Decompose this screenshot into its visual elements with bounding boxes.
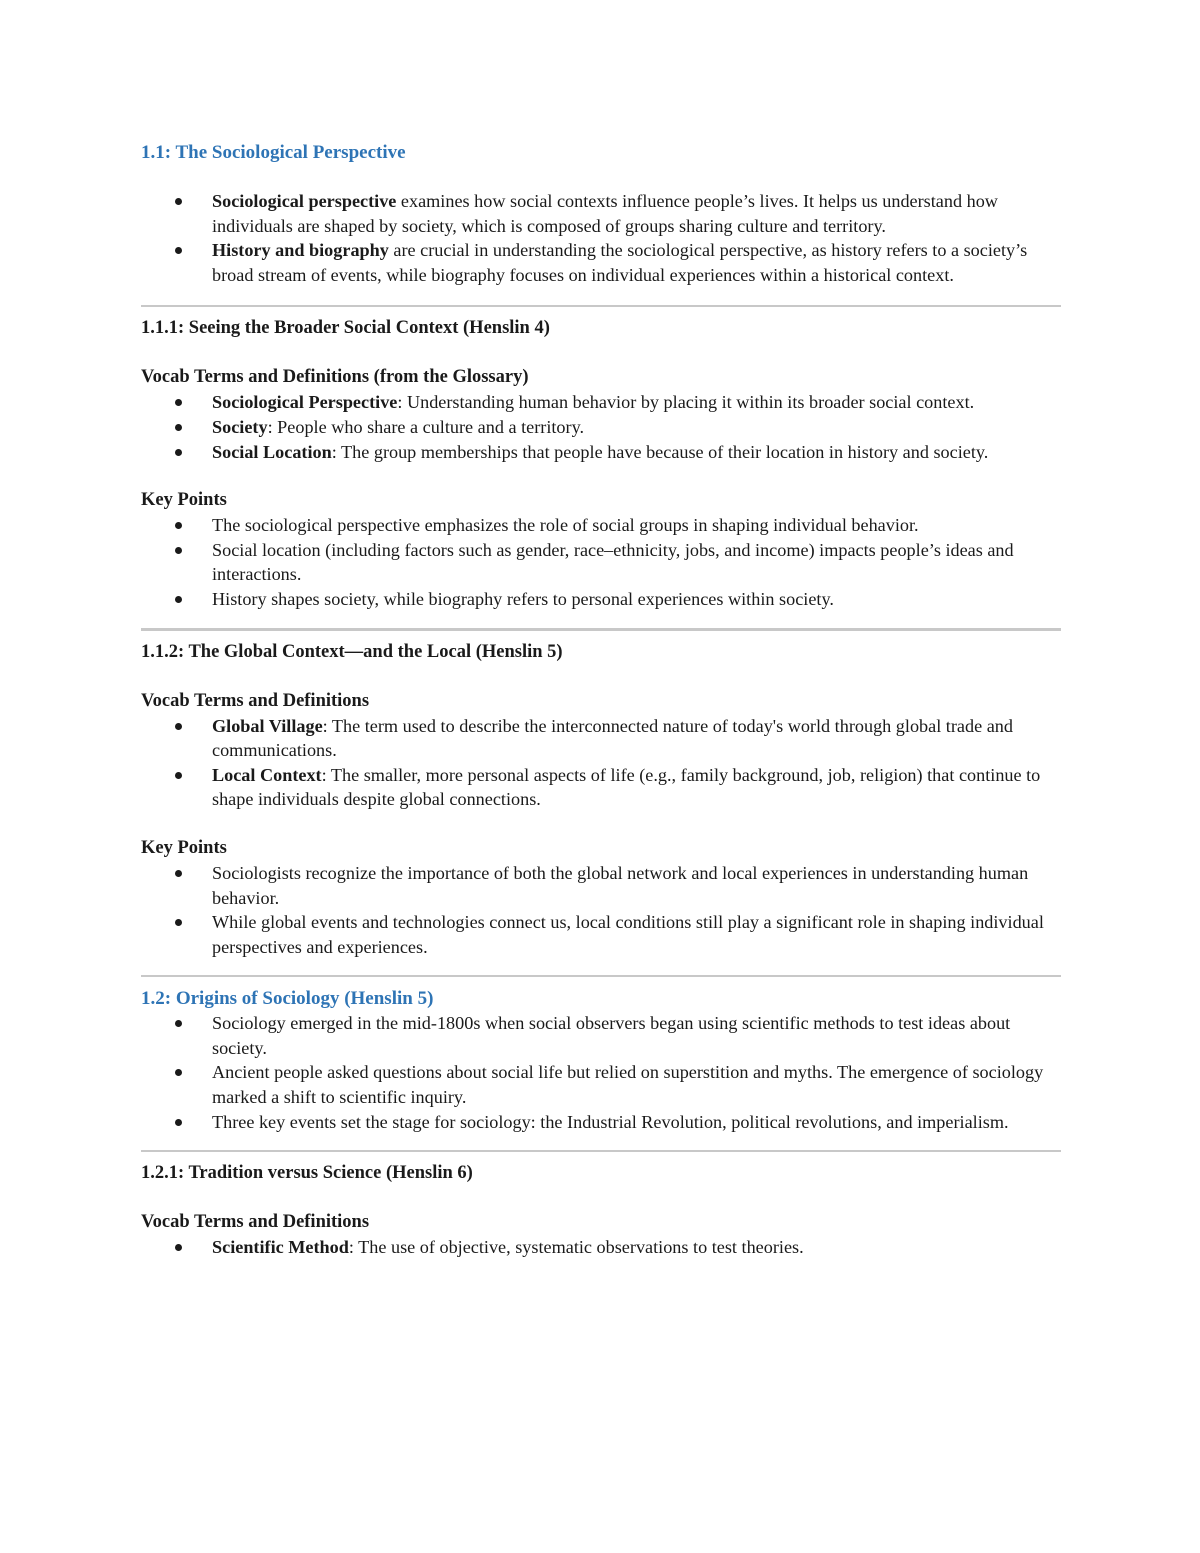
definition: : The group memberships that people have because of their location in history and society.	[331, 441, 989, 462]
list-item	[141, 763, 1061, 812]
heading-1-1-1: 1.1.1: Seeing the Broader Social Context (Henslin 4)	[141, 318, 550, 339]
list-item	[141, 189, 1061, 238]
list-item: The sociological perspective emphasizes the role of social groups in shaping individual behavior.	[141, 513, 1061, 538]
term: Local Context	[212, 764, 322, 785]
term: Social Location	[212, 441, 332, 462]
term: Sociological perspective	[212, 191, 397, 211]
vocab-list-1-2-1	[141, 1235, 1061, 1260]
heading-1-2-1: 1.2.1: Tradition versus Science (Henslin 6)	[141, 1163, 473, 1184]
term: History and biography	[212, 240, 389, 261]
key-points-heading: Key Points	[141, 490, 227, 511]
vocab-list-1-1-1	[141, 390, 1061, 464]
list-item	[141, 714, 1061, 763]
document-content	[141, 140, 1061, 1260]
heading-1-2: 1.2: Origins of Sociology (Henslin 5)	[141, 988, 434, 1010]
vocab-heading: Vocab Terms and Definitions (from the Glossary)	[141, 367, 529, 388]
heading-1-1: 1.1: The Sociological Perspective	[141, 142, 406, 163]
definition: : People who share a culture and a territory.	[267, 416, 585, 437]
list-item: While global events and technologies connect us, local conditions still play a significant role in shaping individual perspectives and experiences.	[141, 910, 1061, 959]
list-item	[141, 1235, 1061, 1260]
definition: examines how social contexts influence people’s lives. It helps us understand how individuals are shaped by society, which is composed of groups sharing culture and territory.	[212, 191, 998, 236]
list-item: Social location (including factors such as gender, race–ethnicity, jobs, and income) impacts people’s ideas and interactions.	[141, 538, 1061, 587]
key-points-heading: Key Points	[141, 837, 227, 858]
list-item	[141, 440, 1061, 465]
definition: : The term used to describe the interconnected nature of today's world through global trade and communications.	[212, 715, 1013, 761]
list-item: History shapes society, while biography refers to personal experiences within society.	[141, 587, 1061, 612]
list-item: Sociology emerged in the mid-1800s when social observers began using scientific methods to test ideas about society.	[141, 1011, 1061, 1060]
vocab-heading: Vocab Terms and Definitions	[141, 1212, 370, 1233]
list-item: Three key events set the stage for sociology: the Industrial Revolution, political revolutions, and imperialism.	[141, 1110, 1061, 1135]
key-list-1-1-1	[141, 513, 1061, 611]
definition: : The use of objective, systematic observations to test theories.	[348, 1237, 804, 1258]
definition: are crucial in understanding the sociological perspective, as history refers to a society’s broad stream of events, while biography focuses on individual experiences within a historical context.	[212, 240, 1028, 285]
list-1-1	[141, 189, 1061, 287]
list-item: Sociologists recognize the importance of both the global network and local experiences in understanding human behavior.	[141, 861, 1061, 910]
list-item: Ancient people asked questions about social life but relied on superstition and myths. The emergence of sociology marked a shift to scientific inquiry.	[141, 1060, 1061, 1109]
list-item	[141, 238, 1061, 287]
list-item	[141, 390, 1061, 415]
list-item	[141, 415, 1061, 440]
definition: : The smaller, more personal aspects of life (e.g., family background, job, religion) that continue to shape individuals despite global connections.	[212, 764, 1041, 810]
vocab-heading: Vocab Terms and Definitions	[141, 690, 370, 711]
term: Sociological Perspective	[212, 392, 398, 413]
term: Society	[212, 416, 268, 437]
heading-1-1-2: 1.1.2: The Global Context—and the Local (Henslin 5)	[141, 641, 563, 662]
term: Scientific Method	[212, 1237, 349, 1258]
term: Global Village	[212, 715, 323, 736]
list-1-2	[141, 1011, 1061, 1134]
vocab-list-1-1-2	[141, 714, 1061, 812]
key-list-1-1-2	[141, 861, 1061, 959]
definition: : Understanding human behavior by placing it within its broader social context.	[397, 392, 975, 413]
